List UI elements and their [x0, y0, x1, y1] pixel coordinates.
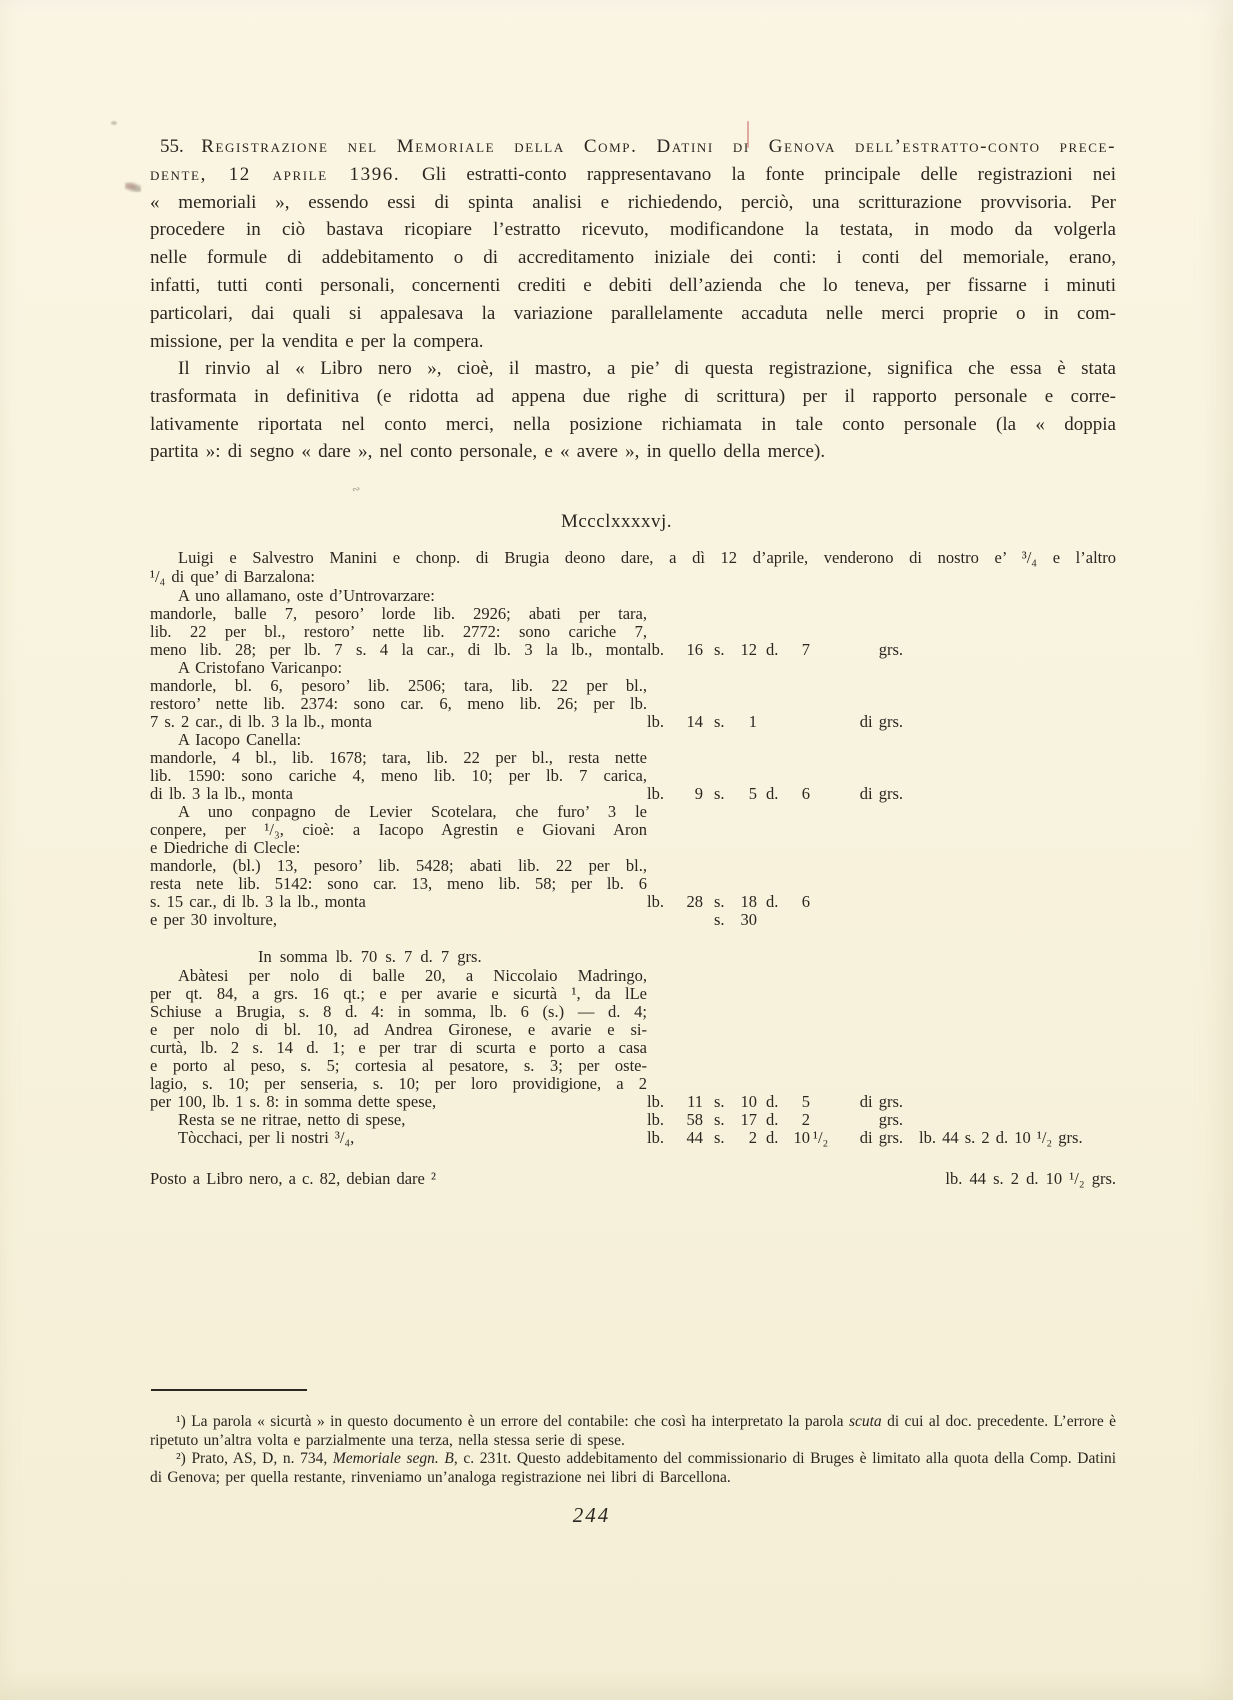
text-segment: Il rinvio al « Libro nero », cioè, il mastro, a pie’ di questa registrazione, significa che essa è stata — [178, 358, 1116, 379]
amount-cell: 58 — [686, 1110, 703, 1129]
text-line — [150, 216, 1116, 244]
amount-cell: 11 — [687, 1092, 703, 1111]
amount-cell: 9 — [694, 784, 703, 803]
amount-cell — [674, 911, 703, 929]
amount-cell: 5 — [748, 784, 757, 803]
ledger-row — [150, 875, 1116, 893]
ledger-row — [150, 1093, 1116, 1111]
ledger-row — [150, 659, 1116, 677]
amount-cell — [810, 785, 842, 803]
ledger-row-text: A Iacopo Canella: — [178, 730, 302, 749]
posting-text: Posto a Libro nero, a c. 82, debian dare ² — [150, 1169, 436, 1188]
amount-cell: di grs. — [859, 784, 903, 803]
ledger-row-text: restoro’ nette lib. 2374: sono car. 6, meno lib. 26; per lb. — [150, 694, 647, 713]
ledger-row — [150, 803, 1116, 821]
ledger-row-text: curtà, lb. 2 s. 14 d. 1; e per trar di scurta e porto a casa — [150, 1038, 647, 1057]
ledger-row — [150, 839, 1116, 857]
ledger-row-text: meno lib. 28; per lb. 7 s. 4 la car., di lb. 3 la lb., monta — [150, 640, 647, 659]
amount-cell — [810, 893, 842, 911]
ledger-sum-line: In somma lb. 70 s. 7 d. 7 grs. — [258, 947, 482, 966]
amount-cell: s. — [714, 910, 725, 929]
ledger-row — [150, 641, 1116, 659]
ledger-row-text: mandorle, balle 7, pesoro’ lorde lib. 2926; abati per tara, — [150, 604, 647, 623]
amount-cell: 44 — [686, 1128, 703, 1147]
amount-cell: di grs. — [859, 1128, 903, 1147]
amount-cell: 2 — [801, 1110, 810, 1129]
ledger-row-text: Schiuse a Brugia, s. 8 d. 4: in somma, lb. 6 (s.) — d. 4; — [150, 1002, 647, 1021]
amount-cell: di grs. — [859, 712, 903, 731]
text-segment: missione, per la vendita e per la compera. — [150, 330, 484, 352]
amount-cell: ¹/₂ — [813, 1128, 829, 1147]
amount-cell: 2 — [748, 1128, 757, 1147]
text-segment: nelle formule di addebitamento o di accreditamento iniziale dei conti: i conti del memoriale, erano, — [150, 247, 1116, 269]
amount-cell: s. — [714, 712, 725, 731]
small-caps-text: Registrazione nel Memoriale della Comp. Datini di Genova dell’estratto-conto prece- — [201, 136, 1117, 157]
text-segment: particolari, dai quali si appalesava la variazione parallelamente accaduta nelle merci proprie o in com- — [150, 302, 1116, 324]
ledger-amount — [647, 641, 903, 659]
ledger-amount — [647, 1111, 903, 1129]
ledger-row — [150, 749, 1116, 767]
amount-cell: d. — [766, 1110, 779, 1129]
amount-cell — [647, 911, 674, 929]
amount-cell: 14 — [686, 712, 703, 731]
text-line — [150, 244, 1116, 272]
text-segment: , c. 231t. Questo addebitamento del commissionario di Bruges è limitato alla quota della Comp. Datini di Genova; per quella restante, rinveniamo un’analoga registrazione nei libri di Barcellona. — [150, 1450, 1116, 1486]
amount-cell: lb. — [647, 892, 664, 911]
amount-cell: 6 — [801, 784, 810, 803]
ledger-row-text: conpere, per ¹/₃, cioè: a Iacopo Agrestin e Giovani Aron — [150, 820, 647, 839]
text-segment: 55. — [160, 136, 202, 157]
text-line — [150, 411, 1116, 439]
ledger-amount — [647, 893, 903, 911]
ledger-row-text: Abàtesi per nolo di balle 20, a Niccolaio Madringo, — [178, 966, 647, 985]
ledger-amount — [647, 785, 903, 803]
amount-cell: s. — [714, 892, 725, 911]
footnotes — [150, 1413, 1116, 1487]
amount-cell — [787, 713, 810, 731]
ledger-row — [150, 821, 1116, 839]
ledger-row — [150, 767, 1116, 785]
amount-cell: s. — [714, 1110, 725, 1129]
amount-cell — [810, 1093, 842, 1111]
pencil-squiggle: ∾ — [351, 483, 362, 496]
ledger-row — [150, 1039, 1116, 1057]
amount-cell — [810, 641, 842, 659]
ledger-row-text: e Diedriche di Clecle: — [150, 838, 301, 857]
ledger-row — [150, 587, 1116, 605]
ledger-row — [150, 785, 1116, 803]
ledger-amount — [647, 713, 903, 731]
text-line — [150, 161, 1116, 189]
ledger-amount — [647, 1129, 1083, 1147]
heading-paragraph — [150, 133, 1116, 355]
text-segment: di cui al doc. precedente. L’errore è ripetuto un’altra volta e parzialmente una terza, nella stessa serie di spese. — [150, 1413, 1116, 1449]
ledger-row-text: e per 30 involture, — [150, 910, 277, 929]
ledger-amount — [647, 911, 903, 929]
amount-cell: d. — [766, 640, 779, 659]
amount-cell — [810, 911, 842, 929]
ledger-row-text: A uno conpagno de Levier Scotelara, che furo’ 3 le — [178, 802, 647, 821]
ledger-row — [150, 1003, 1116, 1021]
amount-cell: 18 — [740, 892, 757, 911]
text-line — [150, 548, 1116, 567]
amount-cell: s. — [714, 1128, 725, 1147]
amount-cell: lb. — [647, 640, 664, 659]
amount-cell: d. — [766, 1092, 779, 1111]
text-line — [150, 272, 1116, 300]
amount-cell — [810, 1111, 842, 1129]
ledger-row — [150, 1111, 1116, 1129]
amount-cell: 10 — [740, 1092, 757, 1111]
posting-amount: lb. 44 s. 2 d. 10 ¹/₂ grs. — [945, 1169, 1116, 1188]
amount-cell: lb. — [647, 784, 664, 803]
amount-cell: s. — [714, 784, 725, 803]
amount-cell — [766, 713, 787, 731]
text-line — [150, 328, 1116, 356]
ledger-row — [150, 967, 1116, 985]
amount-cell: 1 — [748, 712, 757, 731]
ledger-row — [150, 911, 1116, 929]
ledger-row-text: lagio, s. 10; per senseria, s. 10; per loro providigione, a 2 — [150, 1074, 647, 1093]
posting-line — [150, 1169, 1116, 1188]
ledger-row-text: A uno allamano, oste d’Untrovarzare: — [178, 586, 435, 605]
ledger-row — [150, 1057, 1116, 1075]
text-segment: ²) Prato, AS, D, n. 734, — [176, 1450, 333, 1468]
amount-cell — [766, 911, 787, 929]
amount-cell: 6 — [801, 892, 810, 911]
ledger-section — [150, 548, 1116, 1188]
ledger-row-text: per 100, lb. 1 s. 8: in somma dette spese, — [150, 1092, 437, 1111]
ledger-amount — [647, 1093, 903, 1111]
amount-cell: 17 — [740, 1110, 757, 1129]
ledger-row-text: s. 15 car., di lb. 3 la lb., monta — [150, 892, 366, 911]
amount-cell: lb. — [647, 1128, 664, 1147]
amount-cell: d. — [766, 1128, 779, 1147]
amount-cell — [810, 713, 842, 731]
text-line — [150, 1413, 1116, 1450]
text-segment: ¹/₄ di que’ di Barzalona: — [150, 567, 316, 586]
ledger-row-text: e porto al peso, s. 5; cortesia al pesatore, s. 3; per oste- — [150, 1056, 647, 1075]
amount-cell: s. — [714, 640, 725, 659]
ledger-row — [150, 677, 1116, 695]
amount-cell: s. — [714, 1092, 725, 1111]
page-number: 244 — [572, 1503, 611, 1527]
ledger-row-text: Resta se ne ritrae, netto di spese, — [178, 1110, 406, 1129]
ledger-row — [150, 893, 1116, 911]
ledger-row — [150, 605, 1116, 623]
ledger-intro — [150, 548, 1116, 586]
ledger-rows — [150, 587, 1116, 929]
text-segment: infatti, tutti conti personali, concernenti crediti e debiti dell’azienda che lo teneva, per fissarne i minuti — [150, 274, 1116, 296]
amount-cell: di grs. — [859, 1092, 903, 1111]
amount-cell: lb. — [647, 1092, 664, 1111]
ledger-row-text: mandorle, (bl.) 13, pesoro’ lib. 5428; abati lib. 22 per bl., — [150, 856, 647, 875]
text-segment: Gli estratti-conto rappresentavano la fonte principale delle registrazioni nei — [422, 163, 1117, 185]
text-segment: trasformata in definitiva (e ridotta ad appena due righe di scrittura) per il rapporto personale e corre- — [150, 385, 1116, 407]
paper-speck — [111, 121, 117, 125]
footnote-rule — [151, 1389, 307, 1391]
amount-cell: 30 — [740, 910, 757, 929]
text-segment: « memoriali », essendo essi di spinta analisi e richiedendo, perciò, una scritturazione provvisoria. Per — [150, 191, 1116, 213]
ledger-row — [150, 985, 1116, 1003]
amount-cell — [842, 893, 903, 911]
ledger-row-text: mandorle, bl. 6, pesoro’ lib. 2506; tara, lib. 22 per bl., — [150, 676, 647, 695]
body-paragraph — [150, 355, 1116, 466]
ledger-row-text: resta nete lib. 5142: sono car. 13, meno lib. 58; per lb. 6 — [150, 874, 647, 893]
ledger-row — [150, 1129, 1116, 1147]
ledger-row-text: di lb. 3 la lb., monta — [150, 784, 293, 803]
ledger-row — [150, 1021, 1116, 1039]
ledger-row-text: lib. 22 per bl., restoro’ nette lib. 2772: sono cariche 7, — [150, 622, 647, 641]
ledger-row-text: Tòcchaci, per li nostri ³/₄, — [178, 1128, 355, 1147]
ledger-row-text: per qt. 84, a grs. 16 qt.; e per avarie e sicurtà ¹, da lLe — [150, 984, 647, 1003]
text-line — [150, 189, 1116, 217]
amount-cell: lb. — [647, 1110, 664, 1129]
text-segment: procedere in ciò bastava ricopiare l’estratto ricevuto, modificandone la testata, in modo da volgerla — [150, 219, 1116, 241]
text-line — [150, 133, 1116, 161]
ledger-row-text: e per nolo di bl. 10, ad Andrea Gironese, e avarie e si- — [150, 1020, 647, 1039]
ledger-row — [150, 731, 1116, 749]
text-segment: partita »: di segno « dare », nel conto personale, e « avere », in quello della merce). — [150, 441, 826, 463]
amount-cell: 16 — [686, 640, 703, 659]
text-segment: Luigi e Salvestro Manini e chonp. di Brugia deono dare, a dì 12 d’aprile, venderono di nostro e’ ³/₄ e l’altro — [178, 548, 1116, 567]
ledger-row — [150, 695, 1116, 713]
amount-cell: 10 — [793, 1128, 810, 1147]
ledger-row — [150, 1075, 1116, 1093]
ledger-row-text: mandorle, 4 bl., lib. 1678; tara, lib. 22 per bl., resta nette — [150, 748, 647, 767]
expenses-rows — [150, 967, 1116, 1147]
amount-cell: grs. — [878, 1110, 903, 1129]
text-line — [150, 355, 1116, 383]
amount-cell: lb. — [647, 712, 664, 731]
amount-cell: 5 — [801, 1092, 810, 1111]
amount-cell: grs. — [878, 640, 903, 659]
italic-text: Memoriale segn. B — [332, 1450, 454, 1468]
roman-numeral-heading: Mccclxxxxvj. — [560, 511, 672, 532]
text-line — [150, 567, 1116, 586]
amount-cell — [787, 911, 810, 929]
italic-text: scuta — [848, 1413, 882, 1430]
ledger-row — [150, 713, 1116, 731]
amount-cell: lb. 44 s. 2 d. 10 ¹/₂ grs. — [919, 1128, 1083, 1147]
amount-cell: 12 — [740, 640, 757, 659]
ledger-row — [150, 623, 1116, 641]
text-segment: lativamente riportata nel conto merci, nella posizione richiamata in tale conto personale (la « doppia — [150, 413, 1116, 435]
small-caps-text: dente, 12 aprile 1396. — [150, 163, 422, 185]
amount-cell: d. — [766, 892, 779, 911]
amount-cell — [842, 911, 903, 929]
amount-cell: d. — [766, 784, 779, 803]
amount-cell: 7 — [801, 640, 810, 659]
ledger-row-text: lib. 1590: sono cariche 4, meno lib. 10; per lb. 7 carica, — [150, 766, 647, 785]
ledger-row-text: 7 s. 2 car., di lb. 3 la lb., monta — [150, 712, 372, 731]
margin-smudge — [125, 182, 141, 192]
text-line — [150, 438, 1116, 466]
text-line — [150, 383, 1116, 411]
ledger-row-text: A Cristofano Varicanpo: — [178, 658, 343, 677]
text-segment: ¹) La parola « sicurtà » in questo documento è un errore del contabile: che così ha interpretato la parola — [176, 1413, 849, 1430]
amount-cell: 28 — [686, 892, 703, 911]
text-line — [150, 1450, 1116, 1487]
text-line — [150, 300, 1116, 328]
ledger-row — [150, 857, 1116, 875]
